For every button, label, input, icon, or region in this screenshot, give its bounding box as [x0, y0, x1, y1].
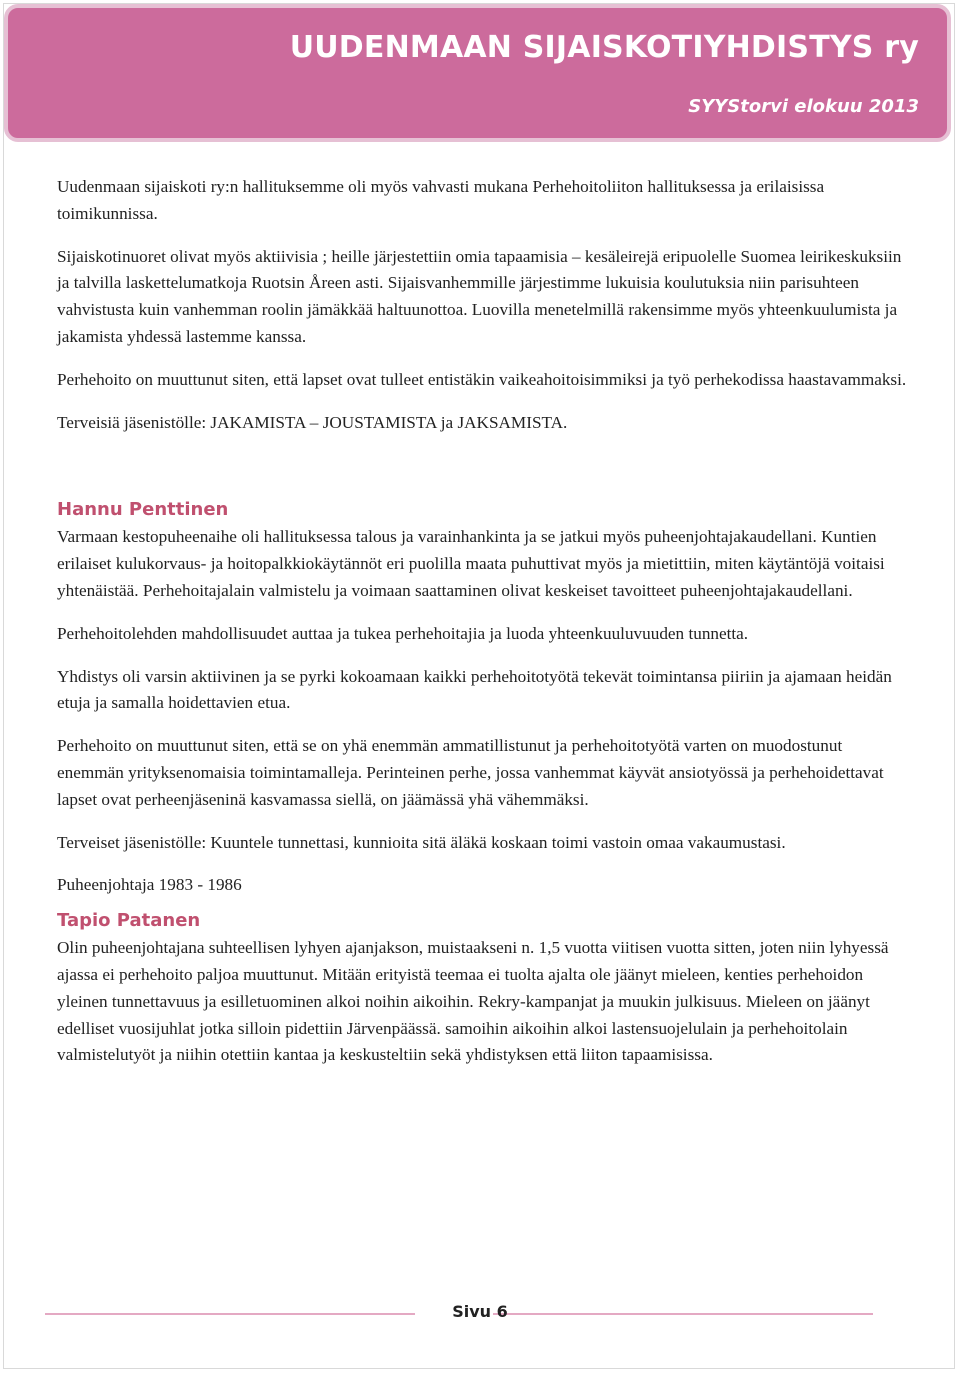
page-header	[4, 4, 951, 142]
paragraph: Terveisiä jäsenistölle: JAKAMISTA – JOUSTAMISTA ja JAKSAMISTA.	[57, 412, 568, 432]
section-heading-tapio-patanen: Tapio Patanen	[57, 910, 201, 932]
page-number: Sivu 6	[452, 1302, 508, 1321]
paragraph: Perhehoito on muuttunut siten, että se on yhä enemmän ammatillistunut ja perhehoitotyötä varten on muodostunut enemmän yrityksenomaisia toimintamalleja. Perinteinen perhe, jossa vanhemmat käyvät ansiotyössä ja perhehoidettavat lapset ovat perheenjäseninä kasvamassa siellä, on jäämässä yhä vähemmäksi.	[57, 736, 884, 809]
section-heading-hannu-penttinen: Hannu Penttinen	[57, 499, 229, 521]
spacer	[57, 452, 907, 496]
header-title: UUDENMAAN SIJAISKOTIYHDISTYS ry	[289, 30, 919, 65]
paragraph: Perhehoitolehden mahdollisuudet auttaa ja tukea perhehoitajia ja luoda yhteenkuuluvuuden tunnetta.	[57, 623, 749, 643]
header-subtitle: SYYStorvi elokuu 2013	[688, 96, 919, 117]
paragraph: Puheenjohtaja 1983 - 1986	[57, 875, 242, 895]
paragraph: Yhdistys oli varsin aktiivinen ja se pyrki kokoamaan kaikki perhehoitotyötä tekevät toimintansa piiriin ja ajamaan heidän etuja ja samalla hoidettavien etua.	[57, 666, 892, 713]
paragraph: Terveiset jäsenistölle: Kuuntele tunnettasi, kunnioita sitä äläkä koskaan toimi vastoin omaa vakaumustasi.	[57, 832, 786, 852]
paragraph: Sijaiskotinuoret olivat myös aktiivisia ; heille järjestettiin omia tapaamisia – kesäleirejä eripuolelle Suomea leirikeskuksiin ja talvilla laskettelumatkoja Ruotsin Åreen asti. Sijaisvanhemmille järjestimme lukuisia koulutuksia niin parisuhteen vahvistusta kuin vanhemman roolin jämäkkää haltuunottoa. Luovilla menetelmillä rakensimme myös yhteenkuulumista ja jakamista yhdessä lastemme kanssa.	[57, 246, 902, 346]
paragraph: Olin puheenjohtajana suhteellisen lyhyen ajanjakson, muistaakseni n. 1,5 vuotta viitisen vuotta sitten, joten niin lyhyessä ajassa ei perhehoito paljoa muuttunut. Mitään erityistä teemaa ei tuolta ajalta ole jäänyt mieleen, kenties perhehoidon yleinen tunnettavuus ja esilletuominen alkoi noihin aikoihin. Rekry-kampanjat ja muukin julkisuus. Mieleen on jäänyt edelliset vuosijuhlat jotka silloin pidettiin Järvenpäässä. samoihin aikoihin alkoi lastensuojelulain ja perhehoitolain valmistelutyöt ja niihin otettiin kantaa ja keskusteltiin sekä yhdistyksen että liiton tapaamisissa.	[57, 938, 889, 1065]
article-body	[57, 174, 907, 1085]
paragraph: Uudenmaan sijaiskoti ry:n hallituksemme oli myös vahvasti mukana Perhehoitoliiton hallituksessa ja erilaisissa toimikunnissa.	[57, 177, 825, 223]
paragraph: Perhehoito on muuttunut siten, että lapset ovat tulleet entistäkin vaikeahoitoisimmiksi ja työ perhekodissa haastavammaksi.	[57, 369, 907, 389]
paragraph: Varmaan kestopuheenaihe oli hallituksessa talous ja varainhankinta ja se jatkui myös puheenjohtajakaudellani. Kuntien erilaiset kulukorvaus- ja hoitopalkkiokäytännöt eri puolilla maata puhuttivat myös ja mietittiin, miten käytäntöjä voitaisi yhtenäistää. Perhehoitajalain valmistelu ja voimaan saattaminen olivat keskeiset tavoitteet puheenjohtajakaudellani.	[57, 527, 885, 600]
